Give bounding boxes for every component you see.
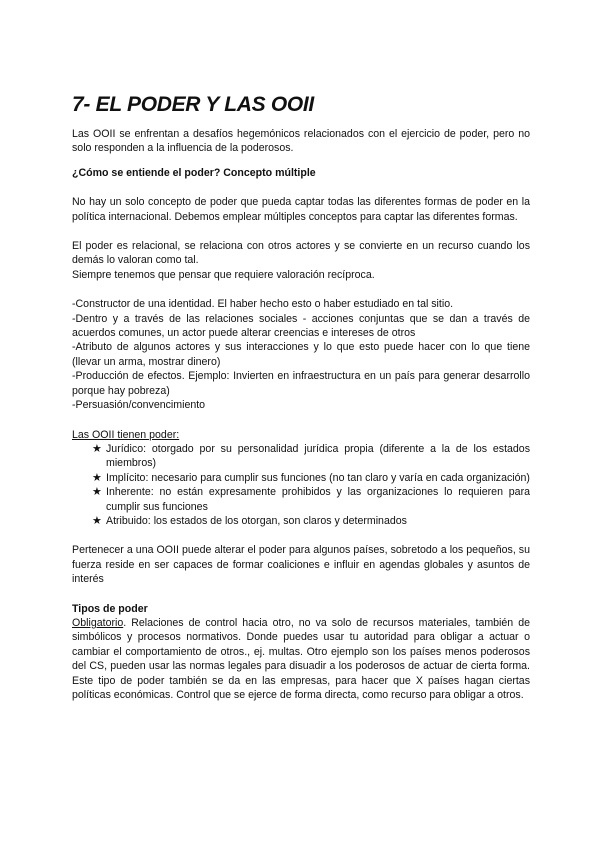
- section-heading-types: Tipos de poder: [72, 602, 148, 615]
- ooii-power-list: [72, 442, 530, 528]
- paragraph-small-countries: Pertenecer a una OOII puede alterar el poder para algunos países, sobretodo a los pequeños, su fuerza reside en ser capaces de formar coaliciones e influir en agendas globales y asuntos de interés: [72, 544, 530, 586]
- list-item: [92, 442, 530, 471]
- star-bullet-icon: ★: [92, 442, 102, 455]
- star-bullet-icon: ★: [92, 514, 102, 527]
- obligatorio-text: . Relaciones de control hacia otro, no va solo de recursos materiales, también de simbólicos y procesos normativos. Donde puedes usar tu autoridad para obligar a actuar o cambiar el comportamiento de otros., ej. multas. Otro ejemplo son los países menos poderosos del CS, pueden usar las normas legales para disuadir a los poderosos de actuar de cierta forma. Este tipo de poder también se da en las empresas, para hacer que X países hagan ciertas políticas económicas. Control que se ejerce de forma directa, como recurso para obligar a otros.: [72, 616, 530, 701]
- star-bullet-icon: ★: [92, 486, 102, 499]
- dash-item: -Dentro y a través de las relaciones sociales - acciones conjuntas que se dan a través de acuerdos comunes, un actor puede alterar creencias e intereses de otros: [72, 312, 530, 340]
- ooii-power-label: Las OOII tienen poder:: [72, 428, 180, 441]
- dash-item: -Producción de efectos. Ejemplo: Invierten en infraestructura en un país para generar desarrollo porque hay pobreza): [72, 370, 530, 397]
- list-item-text: Atribuido: los estados de los otorgan, son claros y determinados: [106, 514, 407, 527]
- paragraph-relational: El poder es relacional, se relaciona con otros actores y se convierte en un recurso cuando los demás lo valoran como tal.: [72, 240, 530, 267]
- dash-item: -Atributo de algunos actores y sus interacciones y lo que esto puede hacer con lo que tiene (llevar un arma, mostrar dinero): [72, 341, 530, 368]
- list-item-text: Jurídico: otorgado por su personalidad jurídica propia (diferente a la de los estados miembros): [106, 442, 530, 470]
- document-page: [72, 92, 530, 702]
- paragraph-multiple-concepts: No hay un solo concepto de poder que pueda captar todas las diferentes formas de poder en la política internacional. Debemos emplear múltiples conceptos para captar las diferentes formas.: [72, 196, 530, 223]
- page-title: 7- EL PODER Y LAS OOII: [72, 93, 314, 116]
- dash-item: -Persuasión/convencimiento: [72, 399, 206, 412]
- dash-list: [72, 297, 530, 412]
- list-item: [92, 485, 530, 514]
- star-bullet-icon: ★: [92, 471, 102, 484]
- dash-item: -Constructor de una identidad. El haber hecho esto o haber estudiado en tal sitio.: [72, 298, 454, 311]
- intro-paragraph: Las OOII se enfrentan a desafíos hegemónicos relacionados con el ejercicio de poder, pero no solo responden a la influencia de la poderosos.: [72, 128, 530, 155]
- list-item: [92, 471, 530, 485]
- paragraph-reciprocal: Siempre tenemos que pensar que requiere valoración recíproca.: [72, 268, 375, 281]
- paragraph-obligatorio: [72, 616, 530, 702]
- term-obligatorio: Obligatorio: [72, 616, 124, 629]
- list-item-text: Inherente: no están expresamente prohibidos y las organizaciones lo requieren para cumplir sus funciones: [106, 486, 530, 513]
- list-item-text: Implícito: necesario para cumplir sus funciones (no tan claro y varía en cada organización): [106, 471, 530, 484]
- section-heading-concept: ¿Cómo se entiende el poder? Concepto múltiple: [72, 166, 316, 179]
- list-item: [92, 514, 530, 528]
